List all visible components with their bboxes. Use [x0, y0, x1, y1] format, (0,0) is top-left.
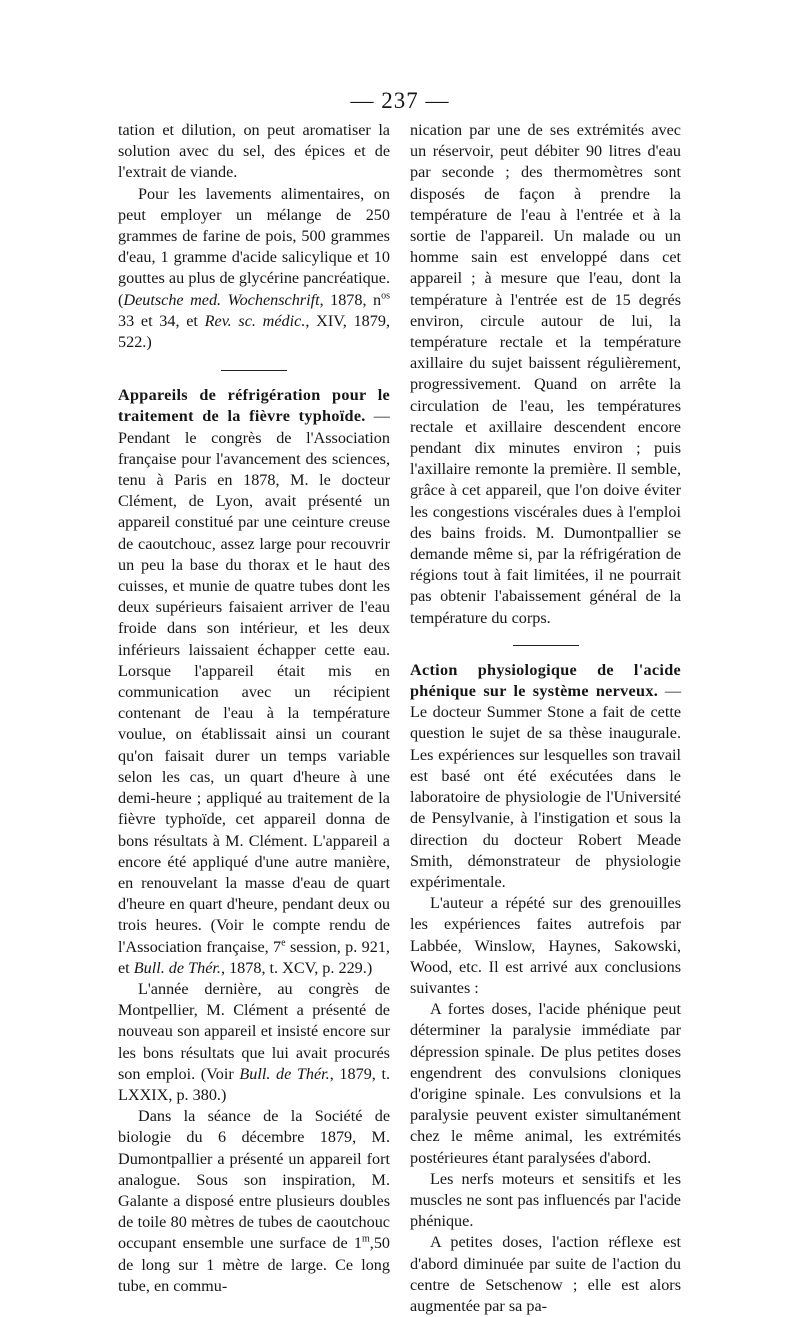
- text-run: — Pendant le congrès de l'Association française pour l'avancement des sciences, tenu à Paris en 1878, M. le docteur Clément, de Lyon, avait présenté un appareil constitué par une ceinture creuse de caoutchouc, assez large pour recouvrir un peu la base du thorax et le haut des cuisses, et munie de quatre tubes dont les deux supérieurs faisaient arriver de l'eau froide dans son intérieur, et les deux inférieurs laissaient échapper cette eau. Lorsque l'appareil était mis en communication avec un récipient contenant de l'eau à la température voulue, on établissait ainsi un courant qu'on faisait durer un temps variable selon les cas, un quart d'heure à une demi-heure ; appliqué au traitement de la fièvre typhoïde, cet appareil donna de bons résultats à M. Clément. L'appareil a encore été appliqué d'une autre manière, en renouvelant la masse d'eau de quart d'heure en quart d'heure, pendant deux ou trois heures. (Voir le compte rendu de l'Association française, 7: [118, 407, 390, 956]
- paragraph: [118, 184, 390, 354]
- reference: Bull. de Thér.: [133, 958, 221, 977]
- superscript: m: [361, 1233, 370, 1245]
- text-run: , 1878, n: [319, 290, 382, 309]
- paragraph: L'auteur a répété sur des grenouilles les expériences faites autrefois par Labbée, Winslow, Haynes, Sakowski, Wood, etc. Il est arrivé aux conclusions suivantes :: [410, 894, 681, 997]
- text-run: Pour les lavements alimentaires, on peut employer un mélange de 250 grammes de farine de pois, 500 grammes d'eau, 1 gramme d'acide salicylique et 10 gouttes au plus de glycérine pancréatique. (: [118, 184, 390, 309]
- paragraph: A petites doses, l'action réflexe est d'abord diminuée par suite de l'action du centre de Setschenow ; elle est alors augmentée par sa pa-: [410, 1233, 681, 1315]
- paragraph: A fortes doses, l'acide phénique peut déterminer la paralysie immédiate par dépression spinale. De plus petites doses engendrent des convulsions cloniques d'origine spinale. Les convulsions et la paralysie peuvent exister simultanément chez le même animal, les extrémités postérieures étant paralysées d'abord.: [410, 1000, 681, 1167]
- text-run: — Le docteur Summer Stone a fait de cette question le sujet de sa thèse inaugurale. Les expériences sur lesquelles son travail est basé ont été exécutées dans le laboratoire de physiologie de l'Université de Pensylvanie, à l'instigation et sous la direction du docteur Robert Meade Smith, démonstrateur de physiologie expérimentale.: [410, 682, 682, 891]
- left-column: [118, 120, 390, 1297]
- section-paragraph: [118, 385, 390, 979]
- text-run: ,50 de long sur 1 mètre de large. Ce long tube, en commu-: [118, 1234, 390, 1295]
- page-number: — 237 —: [350, 88, 450, 113]
- text-run: 33 et 34, et: [118, 311, 205, 330]
- right-column: [410, 120, 681, 1317]
- paragraph: nication par une de ses extrémités avec un réservoir, peut débiter 90 litres d'eau par seconde ; des thermomètres sont disposés de façon à prendre la température de l'eau à l'entrée et à la sortie de l'appareil. Un malade ou un homme sain est enveloppé dans cet appareil ; à mesure que l'eau, dont la température à l'entrée est de 15 degrés environ, circule autour de lui, la température rectale et la température axillaire du sujet baissent régulièrement, progressivement. Quand on arrête la circulation de l'eau, les températures rectale et axillaire descendent encore pendant dix minutes environ ; puis l'axillaire remonte la première. Il semble, grâce à cet appareil, que l'on doive éviter les congestions viscérales dues à l'emploi des bains froids. M. Dumontpallier se demande même si, par la réfrigération de régions tout à fait limitées, il ne pourrait pas obtenir l'abaissement général de la température du corps.: [410, 121, 681, 627]
- superscript: e: [281, 937, 286, 949]
- text-run: , XIV, 1879, 522.): [118, 311, 390, 352]
- text-run: session, p. 921, et: [118, 937, 390, 977]
- reference: Bull. de Thér.: [239, 1064, 330, 1083]
- reference: Rev. sc. médic.: [204, 311, 306, 330]
- text-run: Dans la séance de la Société de biologie du 6 décembre 1879, M. Dumontpallier a présenté un appareil fort analogue. Sous son inspiration, M. Galante a disposé entre plusieurs doubles de toile 80 mètres de tubes de caoutchouc occupant ensemble une surface de 1: [118, 1107, 390, 1253]
- text-run: , 1878, t. XCV, p. 229.): [220, 958, 373, 977]
- text-run: L'année dernière, au congrès de Montpellier, M. Clément a présenté de nouveau son appareil et insisté encore sur les bons résultats que lui avait procurés son emploi. (Voir: [118, 979, 390, 1083]
- paragraph: Les nerfs moteurs et sensitifs et les muscles ne sont pas influencés par l'acide phénique.: [410, 1169, 681, 1231]
- section-heading: Appareils de réfrigération pour le traitement de la fièvre typhoïde.: [118, 386, 390, 426]
- section-paragraph: [410, 660, 681, 893]
- paragraph: tation et dilution, on peut aromatiser la solution avec du sel, des épices et de l'extrait de viande.: [118, 121, 390, 182]
- reference: Deutsche med. Wochenschrift: [123, 290, 320, 309]
- superscript: os: [381, 290, 390, 302]
- paragraph: [118, 979, 390, 1106]
- section-divider: [221, 370, 287, 371]
- paragraph: [118, 1106, 390, 1297]
- text-run: , 1879, t. LXXIX, p. 380.): [118, 1064, 390, 1104]
- section-divider: [513, 645, 579, 646]
- section-heading: Action physiologique de l'acide phénique sur le système nerveux.: [410, 660, 681, 701]
